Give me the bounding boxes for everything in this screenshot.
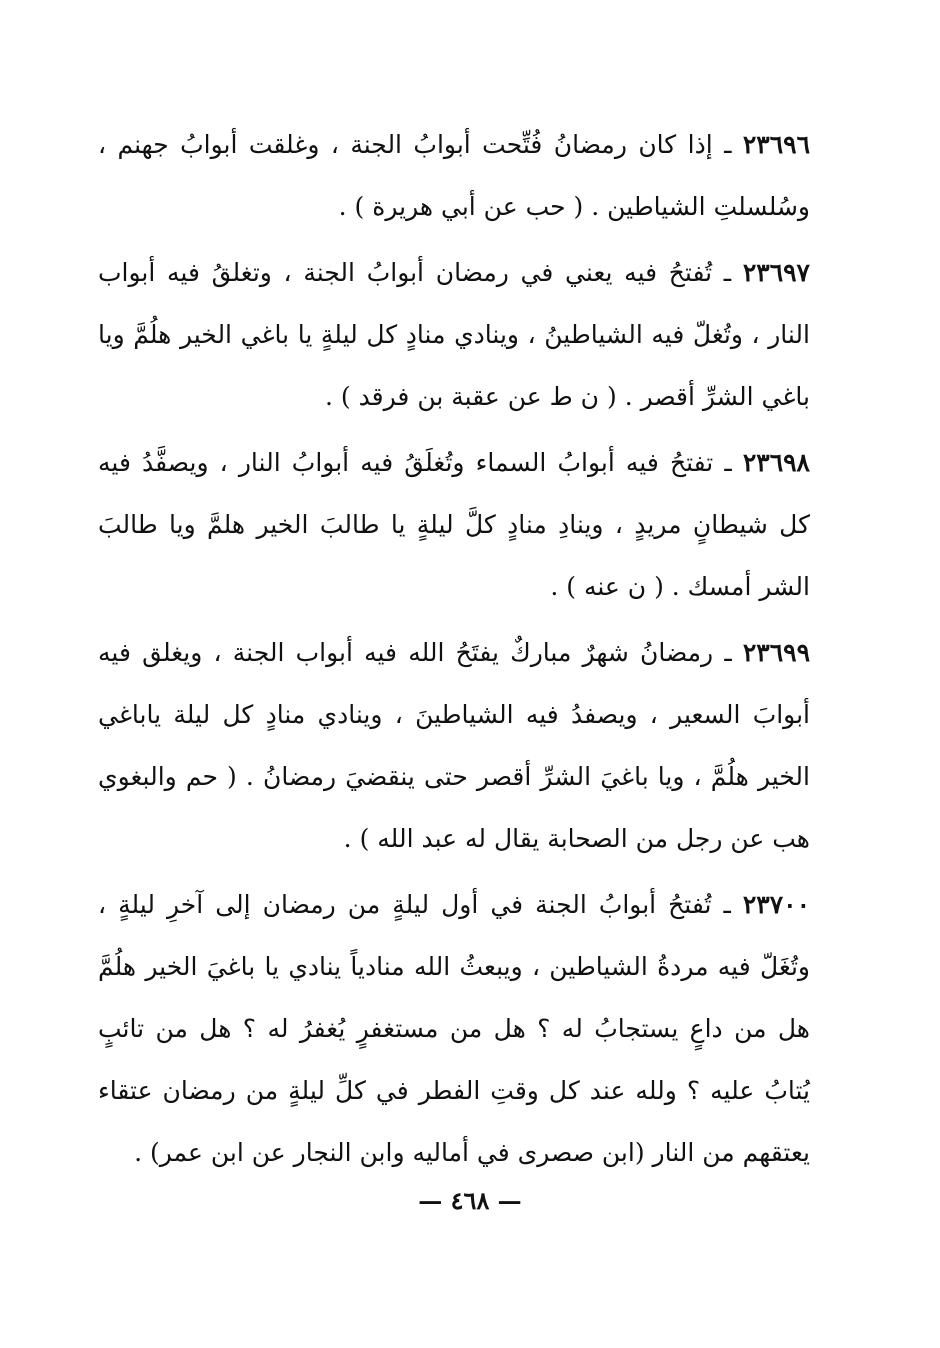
entry-text: رمضانُ شهرٌ مباركٌ يفتَحُ الله فيه أبواب الجنة ، ويغلق فيه أبوابَ السعير ، ويصفدُ فيه الشياطينَ ، وينادي منادٍ كل ليلة ياباغي الخير هلُمَّ ، ويا باغيَ الشرِّ أقصر حتى ينقضيَ رمضانُ . ( حم والبغوي هب عن رجل من الصحابة يقال له عبد الله ) .: [98, 638, 810, 853]
entry-separator: ـ: [713, 638, 732, 667]
entry-separator: ـ: [712, 130, 732, 159]
hadith-entry: [98, 622, 810, 870]
entry-separator: ـ: [712, 258, 732, 287]
hadith-entry: [98, 114, 810, 238]
entry-number: ٢٣٦٩٨: [742, 448, 810, 477]
entry-text: تفتحُ فيه أبوابُ السماء وتُغلَقُ فيه أبوابُ النار ، ويصفَّدُ فيه كل شيطانٍ مريدٍ ، وينادِ منادٍ كلَّ ليلةٍ يا طالبَ الخير هلمَّ ويا طالبَ الشر أمسك . ( ن عنه ) .: [98, 448, 810, 601]
entry-number: ٢٣٦٩٦: [742, 130, 810, 159]
entry-text: تُفتحُ فيه يعني في رمضان أبوابُ الجنة ، وتغلقُ فيه أبواب النار ، وتُغلّ فيه الشياطينُ ، وينادي منادٍ كل ليلةٍ يا باغي الخير هلُمَّ ويا باغي الشرِّ أقصر . ( ن ط عن عقبة بن فرقد ) .: [98, 258, 810, 411]
entry-number: ٢٣٦٩٧: [742, 258, 810, 287]
entry-separator: ـ: [711, 890, 731, 919]
entry-text: تُفتحُ أبوابُ الجنة في أول ليلةٍ من رمضان إلى آخرِ ليلةٍ ، وتُغَلّ فيه مردةُ الشياطين ، ويبعثُ الله منادياً ينادي يا باغيَ الخير هلُمَّ هل من داعٍ يستجابُ له ؟ هل من مستغفرٍ يُغفرُ له ؟ هل من تائبٍ يُتابُ عليه ؟ ولله عند كل وقتِ الفطر في كلِّ ليلةٍ من رمضان عتقاء يعتقهم من النار (ابن صصرى في أماليه وابن النجار عن ابن عمر) .: [98, 890, 810, 1167]
hadith-entry: [98, 874, 810, 1184]
entry-number: ٢٣٦٩٩: [742, 638, 810, 667]
entry-separator: ـ: [713, 448, 732, 477]
page-number: — ٤٦٨ —: [418, 1186, 522, 1215]
page-body: [98, 114, 810, 1184]
entry-text: إذا كان رمضانُ فُتِّحت أبوابُ الجنة ، وغلقت أبوابُ جهنم ، وسُلسلتِ الشياطين . ( حب عن أبي هريرة ) .: [98, 130, 810, 221]
hadith-entry: [98, 242, 810, 428]
entry-number: ٢٣٧٠٠: [742, 890, 810, 919]
hadith-entry: [98, 432, 810, 618]
